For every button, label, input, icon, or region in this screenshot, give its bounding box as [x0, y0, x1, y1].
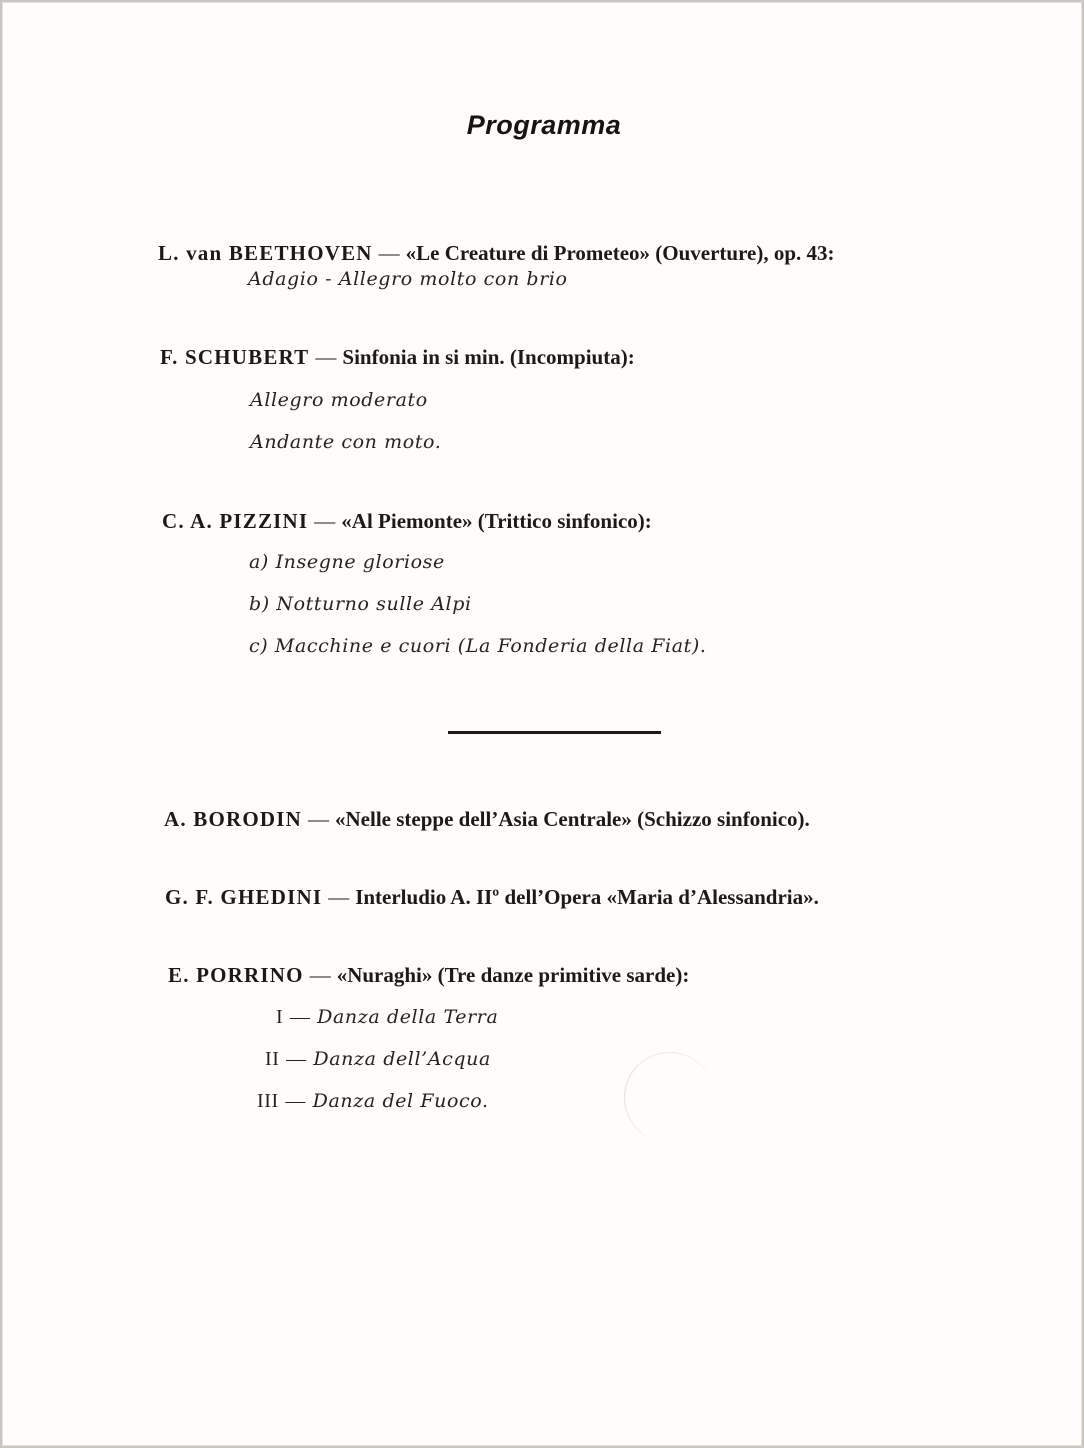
work-title: Interludio A. IIº dell’Opera «Maria d’Alessandria».: [355, 885, 819, 909]
dash-separator: —: [314, 509, 336, 533]
dance-title: Danza dell’Acqua: [313, 1048, 491, 1070]
program-entry-pizzini: [162, 508, 652, 534]
dash-separator: —: [286, 1048, 307, 1070]
roman-numeral: I: [276, 1006, 284, 1028]
dash-separator: —: [309, 963, 331, 987]
composer-name: F. SCHUBERT: [160, 345, 310, 369]
program-entry-borodin: [164, 806, 810, 832]
movement-line: Andante con moto.: [250, 431, 442, 453]
composer-name: G. F. GHEDINI: [165, 885, 323, 909]
dash-separator: —: [328, 885, 350, 909]
dash-separator: —: [308, 807, 330, 831]
program-entry-schubert: [160, 344, 635, 370]
dash-separator: —: [315, 345, 337, 369]
page-title: Programma: [466, 110, 622, 140]
program-entry-ghedini: [165, 884, 819, 910]
composer-name: A. BORODIN: [164, 807, 303, 831]
movement-line: Adagio - Allegro molto con brio: [248, 268, 568, 290]
composer-name: E. PORRINO: [168, 963, 304, 987]
dance-line: [257, 1089, 489, 1113]
dance-line: [265, 1047, 491, 1071]
roman-numeral: III: [257, 1090, 279, 1112]
movement-line: Allegro moderato: [250, 389, 428, 411]
composer-name: C. A. PIZZINI: [162, 509, 309, 533]
work-title: Sinfonia in si min. (Incompiuta):: [342, 345, 635, 369]
work-title: «Nelle steppe dell’Asia Centrale» (Schizzo sinfonico).: [335, 807, 810, 831]
roman-numeral: II: [265, 1048, 280, 1070]
movement-line: c) Macchine e cuori (La Fonderia della Fiat).: [249, 635, 707, 657]
movement-line: a) Insegne gloriose: [249, 551, 445, 573]
dash-separator: —: [285, 1090, 307, 1112]
section-divider: [448, 731, 661, 734]
dance-title: Danza della Terra: [317, 1006, 499, 1028]
dash-separator: —: [289, 1006, 311, 1028]
program-entry-porrino: [168, 962, 689, 988]
dash-separator: —: [378, 241, 400, 265]
work-title: «Al Piemonte» (Trittico sinfonico):: [341, 509, 652, 533]
dance-title: Danza del Fuoco.: [312, 1090, 489, 1112]
paper-stain: [624, 1052, 715, 1143]
composer-name: L. van BEETHOVEN: [158, 241, 373, 265]
work-title: «Nuraghi» (Tre danze primitive sarde):: [336, 963, 690, 987]
work-title: «Le Creature di Prometeo» (Ouverture), op. 43:: [405, 241, 835, 265]
dance-line: [276, 1005, 498, 1029]
movement-line: b) Notturno sulle Alpi: [249, 593, 472, 615]
program-entry-beethoven: [158, 240, 835, 266]
